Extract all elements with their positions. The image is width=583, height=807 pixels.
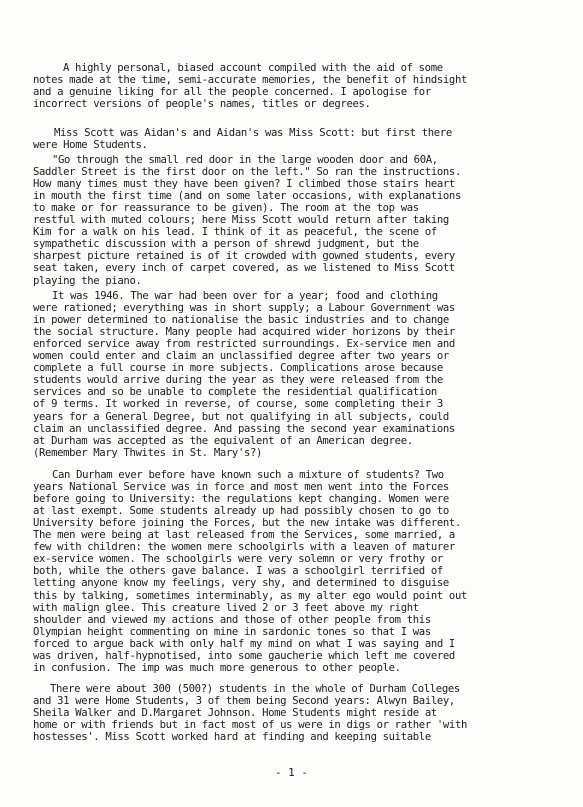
text-line: incorrect versions of people's names, titles or degrees. (33, 98, 371, 111)
text-line: in confusion. The imp was much more generous to other people. (33, 661, 401, 674)
text-line: Miss Scott was Aidan's and Aidan's was Miss Scott: but first there (54, 127, 452, 139)
text-line: claim an unclassified degree. And passing the second year examinations (33, 422, 455, 435)
text-line: before going to University: the regulations kept changing. Women were (33, 493, 449, 506)
text-line: sympathetic discussion with a person of shrewd judgment, but the (33, 238, 419, 251)
text-line: few with children: the women mere schoolgirls with a leaven of maturer (33, 541, 455, 554)
text-line: complete a full course in more subjects. Complications arose because (33, 362, 443, 375)
text-line: were Home Students. (33, 139, 148, 152)
text-line: How many times must they have been given? I climbed those stairs heart (33, 178, 455, 191)
text-line: and 31 were Home Students, 3 of them being Second years: Alwyn Bailey, (33, 695, 455, 708)
text-line: with malign glee. This creature lived 2 or 3 feet above my right (33, 601, 419, 614)
text-line: in mouth the first time (and on some later occasions, with explanations (33, 190, 461, 203)
text-line: (Remember Mary Thwites in St. Mary's?) (33, 446, 263, 459)
text-line: Sheila Walker and D.Margaret Johnson. Home Students might reside at (33, 707, 437, 720)
text-line: Saddler Street is the first door on the left." So ran the instructions. (33, 166, 461, 179)
text-line: restful with muted colours; here Miss Scott would return after taking (33, 214, 449, 227)
text-line: both, while the others gave balance. I was a schoolgirl terrified of (33, 565, 443, 578)
text-line: at last exempt. Some students already up had possibly chosen to go to (33, 505, 449, 518)
text-line: "Go through the small red door in the large wooden door and 60A, (52, 154, 438, 166)
text-line: were rationed; everything was in short supply; a Labour Government was (33, 302, 455, 315)
text-line: A highly personal, biased account compiled with the aid of some (63, 62, 443, 74)
text-line: letting anyone know my feelings, very shy, and determined to disguise (33, 577, 449, 590)
text-line: hostesses'. Miss Scott worked hard at finding and keeping suitable (33, 731, 431, 744)
text-line: forced to argue back with only half my mind on what I was saying and I (33, 637, 455, 650)
text-line: notes made at the time, semi-accurate memories, the benefit of hindsight (33, 74, 468, 87)
text-line: enforced service away from restricted surroundings. Ex-service men and (33, 338, 455, 351)
text-line: There were about 300 (500?) students in the whole of Durham Colleges (50, 683, 460, 695)
text-line: in power determined to nationalise the basic industries and to change (33, 314, 449, 327)
text-line: Kim for a walk on his lead. I think of it as peaceful, the scene of (33, 226, 437, 239)
text-line: of 9 terms. It worked in reverse, of course, some completing their 3 (33, 398, 443, 411)
text-line: services and so be unable to complete the residential qualification (33, 386, 437, 399)
text-line: seat taken, every inch of carpet covered, as we listened to Miss Scott (33, 262, 455, 275)
text-line: ex-service women. The schoolgirls were very solemn or very frothy or (33, 553, 443, 566)
text-line: Olympian height commenting on mine in sardonic tones so that I was (33, 625, 431, 638)
text-line: years for a General Degree, but not qualifying in all subjects, could (33, 410, 449, 423)
text-line: The men were being at last released from the Services, some married, a (33, 529, 455, 542)
text-line: shoulder and viewed my actions and those of other people from this (33, 613, 431, 626)
text-line: It was 1946. The war had been over for a year; food and clothing (52, 290, 438, 302)
page-number: - 1 - (274, 766, 309, 779)
text-line: at Durham was accepted as the equivalent of an American degree. (33, 434, 413, 447)
text-line: this by talking, sometimes interminably, as my alter ego would point out (33, 589, 468, 602)
text-line: playing the piano. (33, 274, 142, 287)
text-line: years National Service was in force and most men went into the Forces (33, 481, 449, 494)
text-line: University before joining the Forces, but the new intake was different. (33, 517, 461, 530)
text-line: Can Durham ever before have known such a mixture of students? Two (52, 469, 444, 481)
text-line: and a genuine liking for all the people concerned. I apologise for (33, 86, 431, 99)
text-line: was driven, half-hypnotised, into some gaucherie which left me covered (33, 649, 455, 662)
text-line: to make or for reassurance to be given). The room at the top was (33, 202, 419, 215)
text-line: the social structure. Many people had acquired wider horizons by their (33, 326, 455, 339)
text-line: students would arrive during the year as they were released from the (33, 374, 443, 387)
text-line: women could enter and claim an unclassified degree after two years or (33, 350, 449, 363)
text-line: sharpest picture retained is of it crowded with gowned students, every (33, 250, 455, 263)
text-line: home or with friends but in fact most of us were in digs or rather 'with (33, 719, 468, 732)
